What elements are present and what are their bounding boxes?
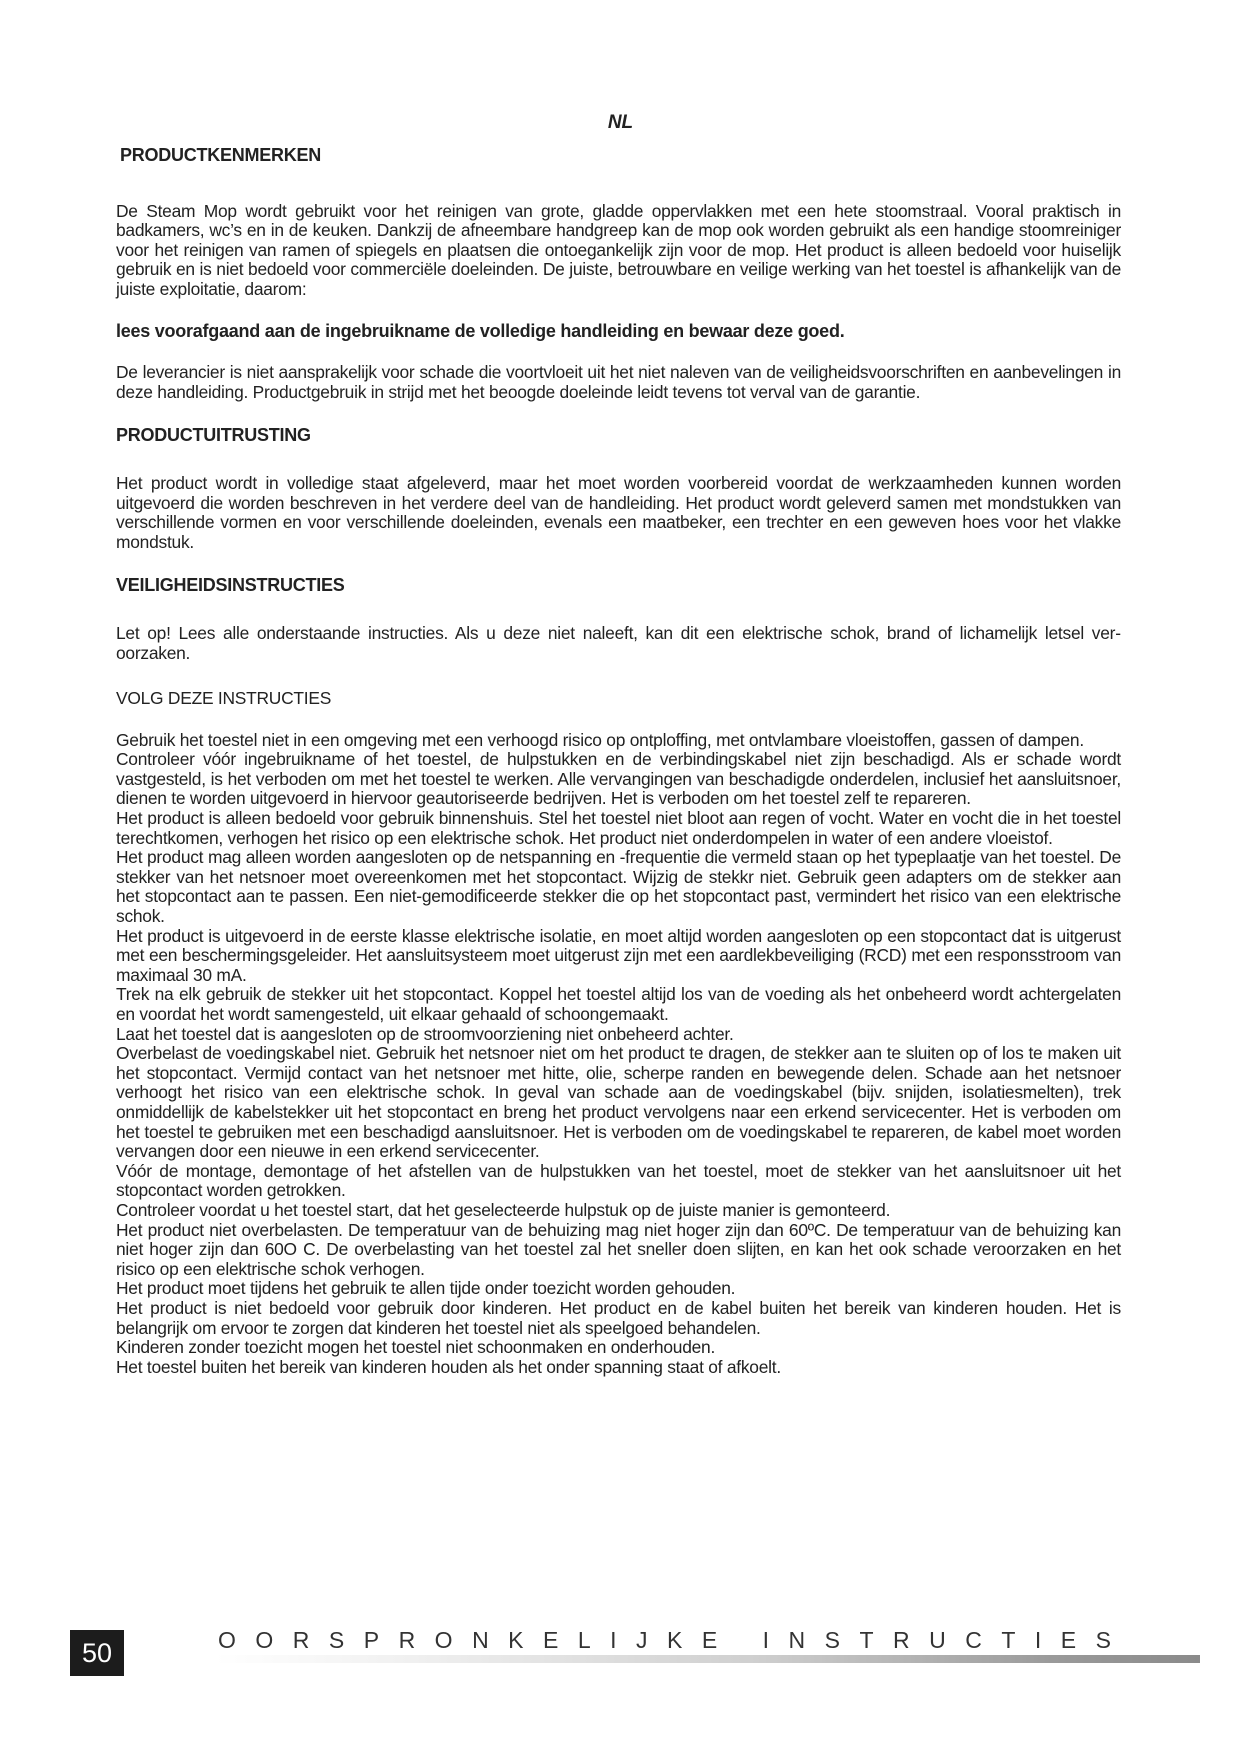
list-item: Het product niet overbelasten. De temperatuur van de behuizing mag niet hoger zijn dan 60ºC. De temperatuur van de behuizing kan niet hoger zijn dan 60O C. De overbelasting van het toestel zal het sneller doen slijten, en kan het ook schade veroorzaken en het risico op een elektrische schok verhogen.	[116, 1219, 1121, 1279]
list-item: Het toestel buiten het bereik van kinderen houden als het onder spanning staat of afkoelt.	[116, 1356, 781, 1377]
subtitle-instructions: VOLG DEZE INSTRUCTIES	[116, 688, 332, 709]
instruction-list	[116, 731, 1121, 1378]
list-item: Overbelast de voedingskabel niet. Gebruik het netsnoer niet om het product te dragen, de stekker aan te sluiten op of los te maken uit het stopcontact. Vermijd contact van het netsnoer met hitte, olie, scherpe randen en bewegende delen. Schade aan het netsnoer verhoogt het risico van een elektrische schok. In geval van schade aan de voedingskabel (bijv. snijden, isolatiesmelten), trek onmiddellijk de kabelstekker uit het stopcontact en breng het product vervolgens naar een erkend servicecenter. Het is verboden om het toestel te gebruiken met een beschadigd aansluitsnoer. Het is verboden om de voedingskabel te repareren, de kabel moet worden vervangen door een nieuwe in een erkend servicecenter.	[116, 1043, 1121, 1162]
list-item: Het product mag alleen worden aangesloten op de netspanning en -frequentie die vermeld staan op het typeplaatje van het toestel. De stekker van het netsnoer moet overeenkomen met het stopcontact. Wijzig de stekkr niet. Gebruik geen adapters om de stekker aan het stopcontact aan te passen. Een niet-gemodificeerde stekker die op het stopcontact past, vermindert het risico van een elektrische schok.	[116, 847, 1121, 927]
list-item: Controleer vóór ingebruikname of het toestel, de hulpstukken en de verbindingskabel niet zijn beschadigd. Als er schade wordt vastgesteld, is het verboden om met het toestel te werken. Alle vervangingen van beschadigde onderdelen, inclusief het aansluitsnoer, dienen te worden uitgevoerd in hiervoor geautoriseerde bedrijven. Het is verboden om het toestel zelf te repareren.	[116, 749, 1121, 809]
paragraph-productuitrusting: Het product wordt in volledige staat afgeleverd, maar het moet worden voorbereid voordat de werkzaamheden kunnen worden uitgevoerd die worden beschreven in het verdere deel van de handleiding. Het product wordt geleverd samen met mondstukken van verschillende vormen en voor verschillende doeleinden, evenals een maatbeker, een trechter en een geweven hoes voor het vlakke mondstuk.	[116, 472, 1121, 552]
list-item: Het product is alleen bedoeld voor gebruik binnenshuis. Stel het toestel niet bloot aan regen of vocht. Water en vocht die in het toestel terechtkomen, verhogen het risico op een elektrische schok. Het product niet onderdompelen in water of een andere vloeistof.	[116, 808, 1121, 848]
section-title-productkenmerken: PRODUCTKENMERKEN	[120, 145, 322, 165]
section-title-veiligheid: VEILIGHEIDSINSTRUCTIES	[116, 575, 345, 596]
section-title-productuitrusting: PRODUCTUITRUSTING	[116, 425, 311, 446]
paragraph-productkenmerken: De Steam Mop wordt gebruikt voor het reinigen van grote, gladde oppervlakken met een hete stoomstraal. Vooral praktisch in badkamers, wc’s en in de keuken. Dankzij de afneembare handgreep kan de mop ook worden gebruikt als een handige stoomreiniger voor het reinigen van ramen of spiegels en plaatsen die ontoegankelijk zijn voor de mop. Het product is alleen bedoeld voor huiselijk gebruik en is niet bedoeld voor commerciële doeleinden. De juiste, betrouwbare en veilige werking van het toestel is afhankelijk van de juiste exploitatie, daarom:	[116, 200, 1121, 299]
document-body	[116, 146, 1121, 1377]
list-item: Het product is niet bedoeld voor gebruik door kinderen. Het product en de kabel buiten het bereik van kinderen houden. Het is belangrijk om ervoor te zorgen dat kinderen het toestel niet als speelgoed behandelen.	[116, 1297, 1121, 1338]
list-item: Controleer voordat u het toestel start, dat het geselecteerde hulpstuk op de juiste manier is gemonteerd.	[116, 1199, 891, 1220]
footer-title: OORSPRONKELIJKE INSTRUCTIES	[218, 1627, 1131, 1653]
paragraph-liability: De leverancier is niet aansprakelijk voor schade die voortvloeit uit het niet naleven van de veiligheidsvoorschriften en aanbevelingen in deze handleiding. Productgebruik in strijd met het beoogde doeleinde leidt tevens tot verval van de garantie.	[116, 362, 1121, 402]
paragraph-warning: Let op! Lees alle onderstaande instructies. Als u deze niet naleeft, kan dit een elektrische schok, brand of lichamelijk letsel veroorzaken.	[116, 622, 1121, 663]
footer-gradient-line	[215, 1655, 1200, 1663]
list-item: Gebruik het toestel niet in een omgeving met een verhoogd risico op ontploffing, met ontvlambare vloeistoffen, gassen of dampen.	[116, 729, 1084, 750]
list-item: Laat het toestel dat is aangesloten op de stroomvoorziening niet onbeheerd achter.	[116, 1023, 734, 1044]
list-item: Vóór de montage, demontage of het afstellen van de hulpstukken van het toestel, moet de stekker van het aansluitsnoer uit het stopcontact worden getrokken.	[116, 1160, 1121, 1201]
list-item: Trek na elk gebruik de stekker uit het stopcontact. Koppel het toestel altijd los van de voeding als het onbeheerd wordt achtergelaten en voordat het wordt samengesteld, uit elkaar gehaald of schoongemaakt.	[116, 984, 1121, 1024]
bold-notice: lees voorafgaand aan de ingebruikname de volledige handleiding en bewaar deze goed.	[116, 320, 845, 341]
list-item: Het product moet tijdens het gebruik te allen tijde onder toezicht worden gehouden.	[116, 1278, 736, 1299]
list-item: Het product is uitgevoerd in de eerste klasse elektrische isolatie, en moet altijd worden aangesloten op een stopcontact dat is uitgerust met een beschermingsgeleider. Het aansluitsysteem moet uitgerust zijn met een aardlekbeveiliging (RCD) met een responsstroom van maximaal 30 mA.	[116, 925, 1121, 985]
language-code: NL	[607, 112, 634, 133]
list-item: Kinderen zonder toezicht mogen het toestel niet schoonmaken en onderhouden.	[116, 1337, 716, 1358]
page-number: 50	[70, 1630, 124, 1676]
